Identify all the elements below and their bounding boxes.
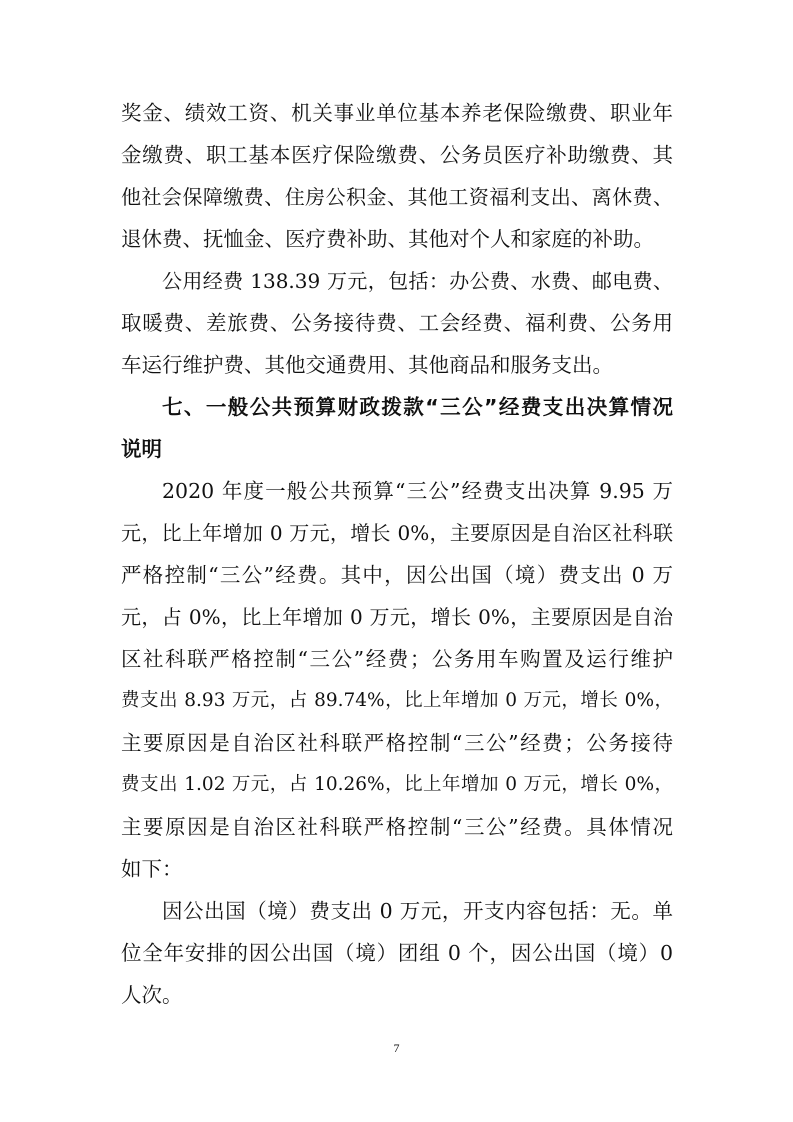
text-line: 取暖费、差旅费、公务接待费、工会经费、福利费、公务用 [121,311,673,335]
text-line: 费支出 8.93 万元，占 89.74%，比上年增加 0 万元，增长 0%， [121,690,673,711]
heading-line: 说明 [121,437,162,461]
text-line: 公用经费 138.39 万元，包括：办公费、水费、邮电费、 [162,269,673,293]
text-line: 主要原因是自治区社科联严格控制“三公”经费；公务接待 [121,731,673,755]
paragraph-three-public-expenses [121,470,673,890]
paragraph-public-expenses [121,260,673,386]
text-line: 如下： [121,857,183,881]
text-line: 严格控制“三公”经费。其中，因公出国（境）费支出 0 万 [121,563,673,587]
text-line: 他社会保障缴费、住房公积金、其他工资福利支出、离休费、 [121,185,673,209]
text-line: 退休费、抚恤金、医疗费补助、其他对个人和家庭的补助。 [121,227,654,251]
text-line: 元，比上年增加 0 万元，增长 0%，主要原因是自治区社科联 [121,521,673,545]
text-line: 区社科联严格控制“三公”经费；公务用车购置及运行维护 [121,647,673,671]
text-line: 位全年安排的因公出国（境）团组 0 个，因公出国（境）0 [121,941,673,965]
paragraph-overseas-travel [121,890,673,1016]
text-line: 因公出国（境）费支出 0 万元，开支内容包括：无。单 [162,899,673,923]
text-line: 人次。 [121,983,183,1007]
heading-line: 七、一般公共预算财政拨款“三公”经费支出决算情况 [162,395,673,419]
text-line: 车运行维护费、其他交通费用、其他商品和服务支出。 [121,353,613,377]
page-body [121,92,673,1016]
page-number: 7 [393,1041,400,1055]
section-heading [121,386,673,470]
text-line: 2020 年度一般公共预算“三公”经费支出决算 9.95 万 [162,479,673,503]
paragraph-personnel-expenses [121,92,673,260]
text-line: 金缴费、职工基本医疗保险缴费、公务员医疗补助缴费、其 [121,143,673,167]
text-line: 主要原因是自治区社科联严格控制“三公”经费。具体情况 [121,815,673,839]
text-line: 费支出 1.02 万元，占 10.26%，比上年增加 0 万元，增长 0%， [121,774,673,795]
text-line: 元，占 0%，比上年增加 0 万元，增长 0%，主要原因是自治 [121,605,673,629]
text-line: 奖金、绩效工资、机关事业单位基本养老保险缴费、职业年 [121,101,673,125]
